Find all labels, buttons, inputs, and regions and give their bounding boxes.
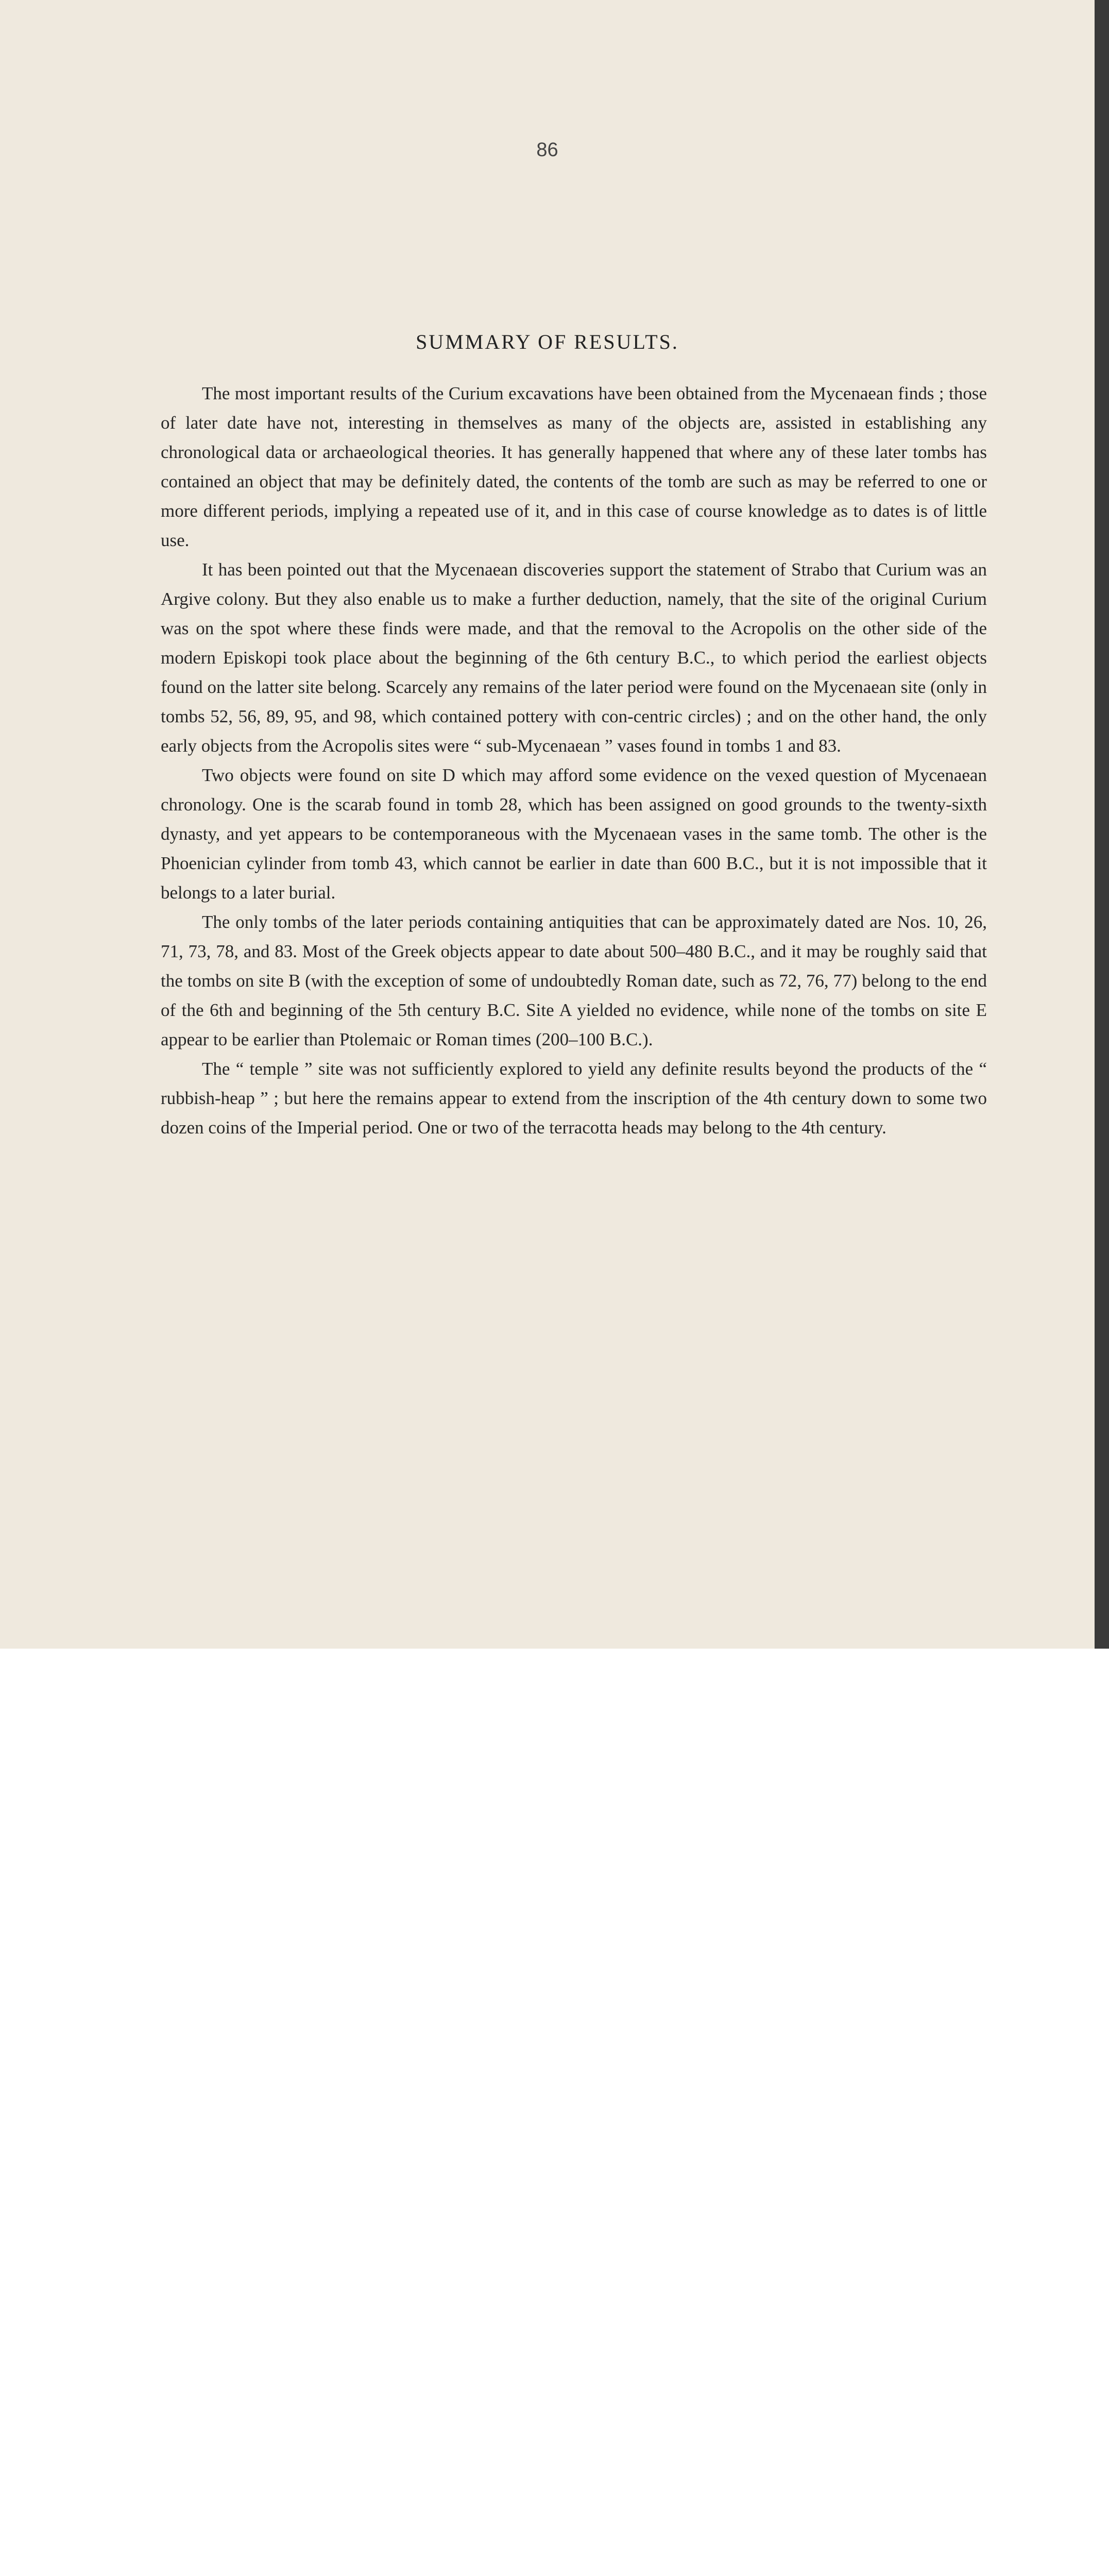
- paragraph-4: The only tombs of the later periods containing antiquities that can be approximately dated are Nos. 10, 26, 71, 73, 78, and 83. Most of the Greek objects appear to date about 500–480 B.C., and it may be roughly said that the tombs on site B (with the exception of some of undoubtedly Roman date, such as 72, 76, 77) belong to the end of the 6th and beginning of the 5th century B.C. Site A yielded no evidence, while none of the tombs on site E appear to be earlier than Ptolemaic or Roman times (200–100 B.C.).: [161, 912, 987, 1049]
- footer: [0, 1649, 1109, 1755]
- paragraph-3: Two objects were found on site D which may afford some evidence on the vexed question of Mycenaean chronology. One is the scarab found in tomb 28, which has been assigned on good grounds to the twenty-sixth dynasty, and yet appears to be contemporaneous with the Mycenaean vases in the same tomb. The other is the Phoenician cylinder from tomb 43, which cannot be earlier in date than 600 B.C., but it is not impossible that it belongs to a later burial.: [161, 765, 987, 903]
- paragraph-5: The “ temple ” site was not sufficiently explored to yield any definite results beyond the products of the “ rubbish-heap ” ; but here the remains appear to extend from the inscription of the 4th century down to some two dozen coins of the Imperial period. One or two of the terracotta heads may belong to the 4th century.: [161, 1059, 987, 1138]
- section-heading: SUMMARY OF RESULTS.: [416, 330, 679, 353]
- page-number: 86: [536, 139, 558, 161]
- scan-edge: [1095, 0, 1109, 1649]
- body-text: [161, 379, 987, 1142]
- paragraph-1: The most important results of the Curium excavations have been obtained from the Mycenaean finds ; those of later date have not, interesting in themselves as many of the objects are, assisted in establishing any chronological data or archaeological theories. It has generally happened that where any of these later tombs has contained an object that may be definitely dated, the contents of the tomb are such as may be referred to one or more different periods, implying a repeated use of it, and in this case of course knowledge as to dates is of little use.: [161, 383, 987, 550]
- paragraph-2: It has been pointed out that the Mycenaean discoveries support the statement of Strabo that Curium was an Argive colony. But they also enable us to make a further deduction, namely, that the site of the original Curium was on the spot where these finds were made, and that the removal to the Acropolis on the other side of the modern Episkopi took place about the beginning of the 6th century B.C., to which period the earliest objects found on the latter site belong. Scarcely any remains of the later period were found on the Mycenaean site (only in tombs 52, 56, 89, 95, and 98, which contained pottery with con-centric circles) ; and on the other hand, the only early objects from the Acropolis sites were “ sub-Mycenaean ” vases found in tombs 1 and 83.: [161, 560, 987, 756]
